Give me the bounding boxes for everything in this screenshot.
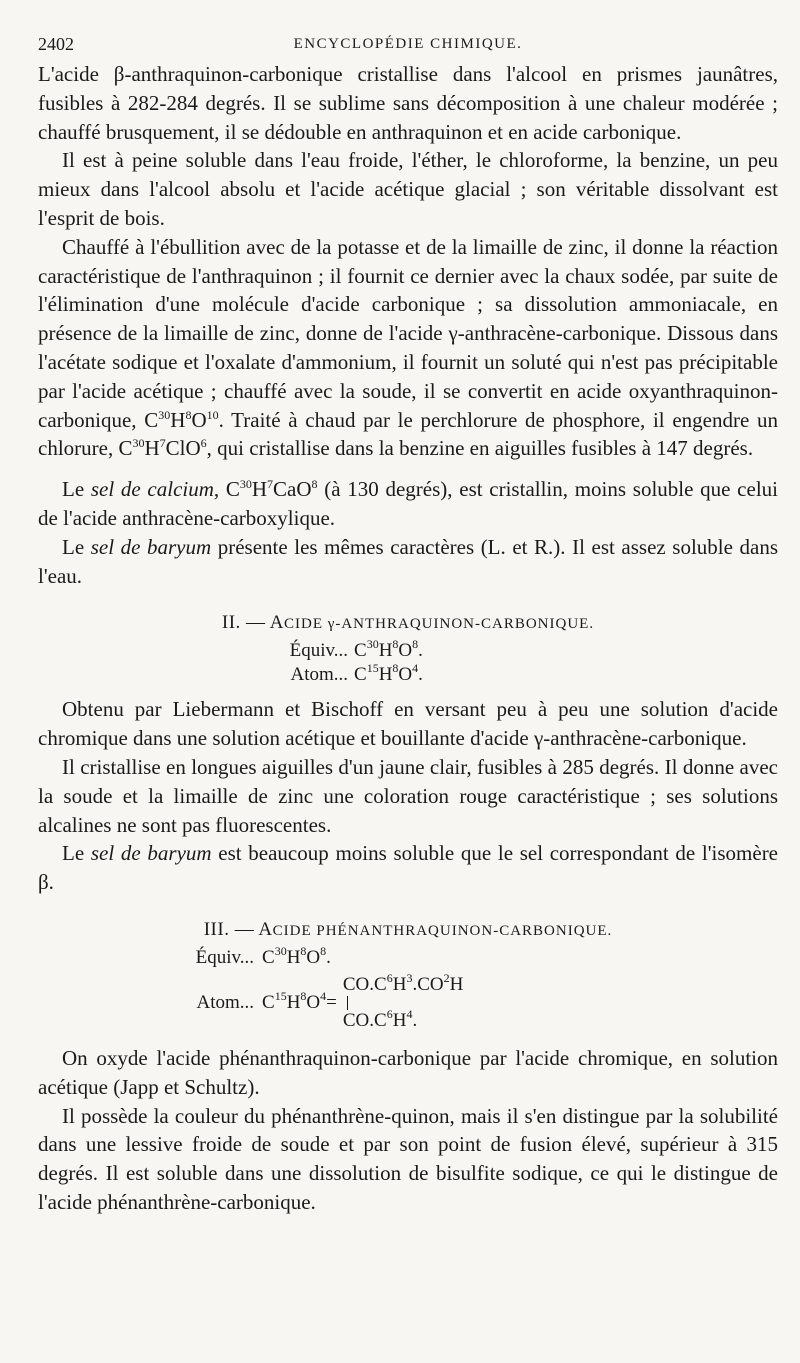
formula-ii: Équiv... $C^{30}H^8O^8$. Atom... $C^{15}H^8O^4$.	[289, 637, 423, 686]
paragraph-6: Obtenu par Liebermann et Bischoff en versant peu à peu une solution d'acide chromique dans une solution acétique et bouillante d'acide γ-anthracène-carbonique.	[38, 697, 778, 751]
paragraph-1: L'acide β-anthraquinon-carbonique cristallise dans l'alcool en prismes jaunâtres, fusibles à 282-284 degrés. Il se sublime sans décomposition à une chaleur modérée ; chauffé brusquement, il se dédouble en anthraquinon et en acide carbonique.	[38, 62, 778, 144]
paragraph-calcium-salt: Le sel de calcium, $C^{30}H^7CaO^8$ (à 130 degrés), est cristallin, moins soluble que celui de l'acide anthracène-carboxylique.	[38, 477, 778, 530]
paragraph-7: Il cristallise en longues aiguilles d'un jaune clair, fusibles à 285 degrés. Il donne avec la soude et la limaille de zinc une coloration rouge caractéristique ; ses solutions alcalines ne sont pas fluorescentes.	[38, 754, 778, 837]
paragraph-9: On oxyde l'acide phénanthraquinon-carbonique par l'acide chromique, en solution acétique (Japp et Schultz).	[38, 1045, 778, 1099]
section-heading-ii: II. — ACIDE γ-ANTHRAQUINON-CARBONIQUE.	[221, 612, 595, 634]
formula-iii: Équiv... $C^{30}H^8O^8$. Atom... $C^{15}H^8O^4=$ $CO.C^6H^3.CO^2H$ $CO.C^6H^4$.	[38, 946, 778, 1036]
running-head	[38, 30, 778, 60]
document-page	[38, 30, 778, 1217]
running-title: ENCYCLOPÉDIE CHIMIQUE.	[293, 36, 523, 52]
page-number: 2402	[38, 34, 74, 54]
paragraph-3: Chauffé à l'ébullition avec de la potasse et de la limaille de zinc, il donne la réaction caractéristique de l'anthraquinon ; il fournit ce dernier avec la chaux sodée, par suite de l'élimination d'une molécule d'acide carbonique ; sa dissolution ammoniacale, en présence de la limaille de zinc, donne de l'acide γ-anthracène-carbonique. Dissous dans l'acétate sodique et l'oxalate d'ammonium, il fournit un soluté qui n'est pas précipitable par l'acide acétique ; chauffé avec la soude, il se convertit en acide oxyanthraquinon-carbonique, $C^{30}H^8O^{10}$. Traité à chaud par le perchlorure de phosphore, il engendre un chlorure, $C^{30}H^7ClO^6$, qui cristallise dans la benzine en aiguilles fusibles à 147 degrés.	[38, 234, 779, 461]
structural-formula: Atom... $C^{15}H^8O^4=$ $CO.C^6H^3.CO^2H$ $CO.C^6H^4$.	[196, 970, 464, 1031]
paragraph-2: Il est à peine soluble dans l'eau froide, l'éther, le chloroforme, la benzine, un peu mieux dans l'alcool absolu et l'acide acétique glacial ; son véritable dissolvant est l'esprit de bois.	[38, 148, 778, 230]
paragraph-baryum-salt: Le sel de baryum présente les mêmes caractères (L. et R.). Il est assez soluble dans l'eau.	[38, 534, 778, 588]
section-heading-iii: III. — ACIDE PHÉNANTHRAQUINON-CARBONIQUE.	[203, 918, 613, 940]
paragraph-8: Le sel de baryum est beaucoup moins soluble que le sel correspondant de l'isomère β.	[38, 841, 779, 895]
paragraph-10: Il possède la couleur du phénanthrène-quinon, mais il s'en distingue par la solubilité dans une lessive froide de soude et par son point de fusion élevé, supérieur à 315 degrés. Il est soluble dans une dissolution de bisulfite sodique, ce qui le distingue de l'acide phénanthrène-carbonique.	[38, 1103, 778, 1214]
